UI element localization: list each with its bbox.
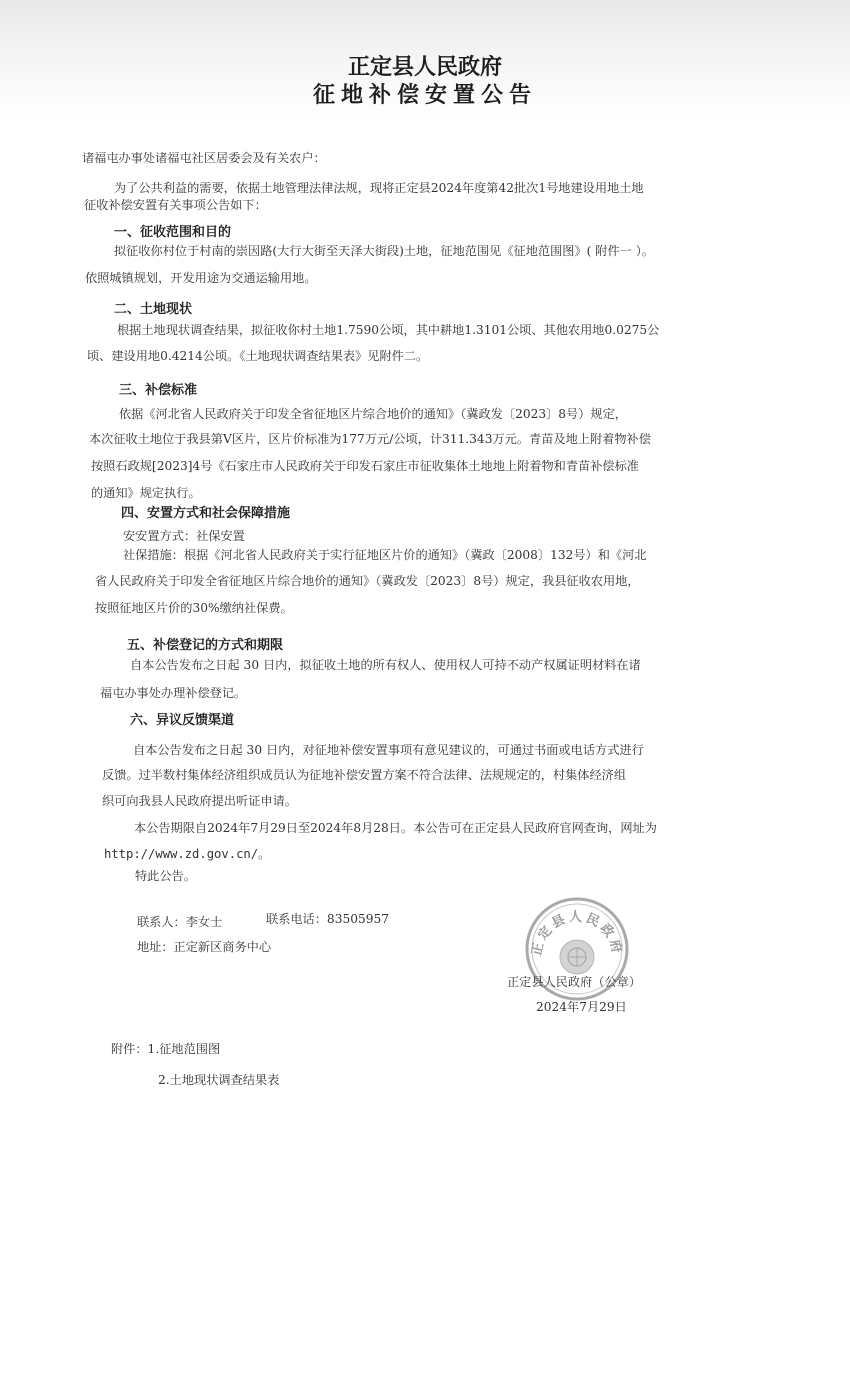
- section-line: 本次征收土地位于我县第Ⅴ区片，区片价标准为177万元/公顷，计311.343万元。青苗及地上附着物补偿: [89, 432, 651, 446]
- closing-remark: 特此公告。: [135, 869, 196, 883]
- section-line: 按照征地区片价的30%缴纳社保费。: [95, 601, 293, 615]
- contact-person: 联系人：李女士: [137, 915, 223, 929]
- section-line: 自本公告发布之日起 30 日内，拟征收土地的所有权人、使用权人可持不动产权属证明材料在诸: [130, 658, 641, 672]
- document-title: 正定县人民政府: [347, 55, 502, 80]
- website-url: http://www.zd.gov.cn/。: [104, 847, 271, 861]
- section-heading: 二、土地现状: [114, 302, 193, 317]
- signature-org: 正定县人民政府（公章）: [507, 975, 642, 989]
- attachment-item: 2.土地现状调查结果表: [158, 1073, 280, 1087]
- section-line: 根据土地现状调查结果，拟征收你村土地1.7590公顷，其中耕地1.3101公顷、其他农用地0.0275公: [117, 323, 660, 337]
- section-line: 顷、建设用地0.4214公顷。《土地现状调查结果表》见附件二。: [87, 349, 429, 363]
- seal-text: 正定县人民政府: [529, 910, 625, 958]
- intro-line: 征收补偿安置有关事项公告如下：: [84, 198, 267, 212]
- section-line: 按照石政规[2023]4号《石家庄市人民政府关于印发石家庄市征收集体土地地上附着物和青苗补偿标准: [91, 459, 639, 473]
- section-line: 反馈。过半数村集体经济组织成员认为征地补偿安置方案不符合法律、法规规定的，村集体经济组: [102, 768, 627, 782]
- section-line: 自本公告发布之日起 30 日内，对征地补偿安置事项有意见建议的，可通过书面或电话方式进行: [133, 743, 644, 757]
- section-line: 依照城镇规划，开发用途为交通运输用地。: [85, 271, 317, 285]
- attachment-item: 附件：1.征地范围图: [111, 1042, 221, 1056]
- contact-phone: 联系电话：83505957: [266, 912, 389, 926]
- section-line: 安安置方式：社保安置: [123, 529, 245, 543]
- contact-address: 地址：正定新区商务中心: [137, 940, 272, 954]
- section-heading: 三、补偿标准: [119, 383, 198, 398]
- section-line: 福屯办事处办理补偿登记。: [100, 686, 247, 700]
- section-line: 织可向我县人民政府提出听证申请。: [102, 794, 297, 808]
- intro-line: 为了公共利益的需要，依据土地管理法律法规，现将正定县2024年度第42批次1号地建设用地土地: [114, 181, 644, 195]
- section-line: 社保措施：根据《河北省人民政府关于实行征地区片价的通知》（冀政〔2008〕132号）和《河北: [123, 548, 647, 562]
- section-heading: 四、安置方式和社会保障措施: [121, 506, 291, 521]
- signature-date: 2024年7月29日: [536, 1000, 627, 1014]
- closing-line: 本公告期限自2024年7月29日至2024年8月28日。本公告可在正定县人民政府官网查询，网址为: [134, 821, 657, 835]
- document-subtitle: 征地补偿安置公告: [312, 83, 537, 108]
- section-line: 依据《河北省人民政府关于印发全省征地区片综合地价的通知》（冀政发〔2023〕8号）规定，: [119, 407, 627, 421]
- section-line: 的通知》规定执行。: [91, 486, 201, 500]
- section-heading: 一、征收范围和目的: [114, 225, 232, 240]
- section-line: 拟征收你村位于村南的崇因路(大行大街至天泽大街段)土地，征地范围见《征地范围图》( 附件一 ）。: [114, 244, 654, 258]
- section-line: 省人民政府关于印发全省征地区片综合地价的通知》（冀政发〔2023〕8号）规定，我县征收农用地，: [95, 574, 640, 588]
- section-heading: 五、补偿登记的方式和期限: [127, 638, 284, 653]
- section-heading: 六、异议反馈渠道: [130, 713, 235, 728]
- addressee: 诸福屯办事处诸福屯社区居委会及有关农户：: [82, 151, 326, 165]
